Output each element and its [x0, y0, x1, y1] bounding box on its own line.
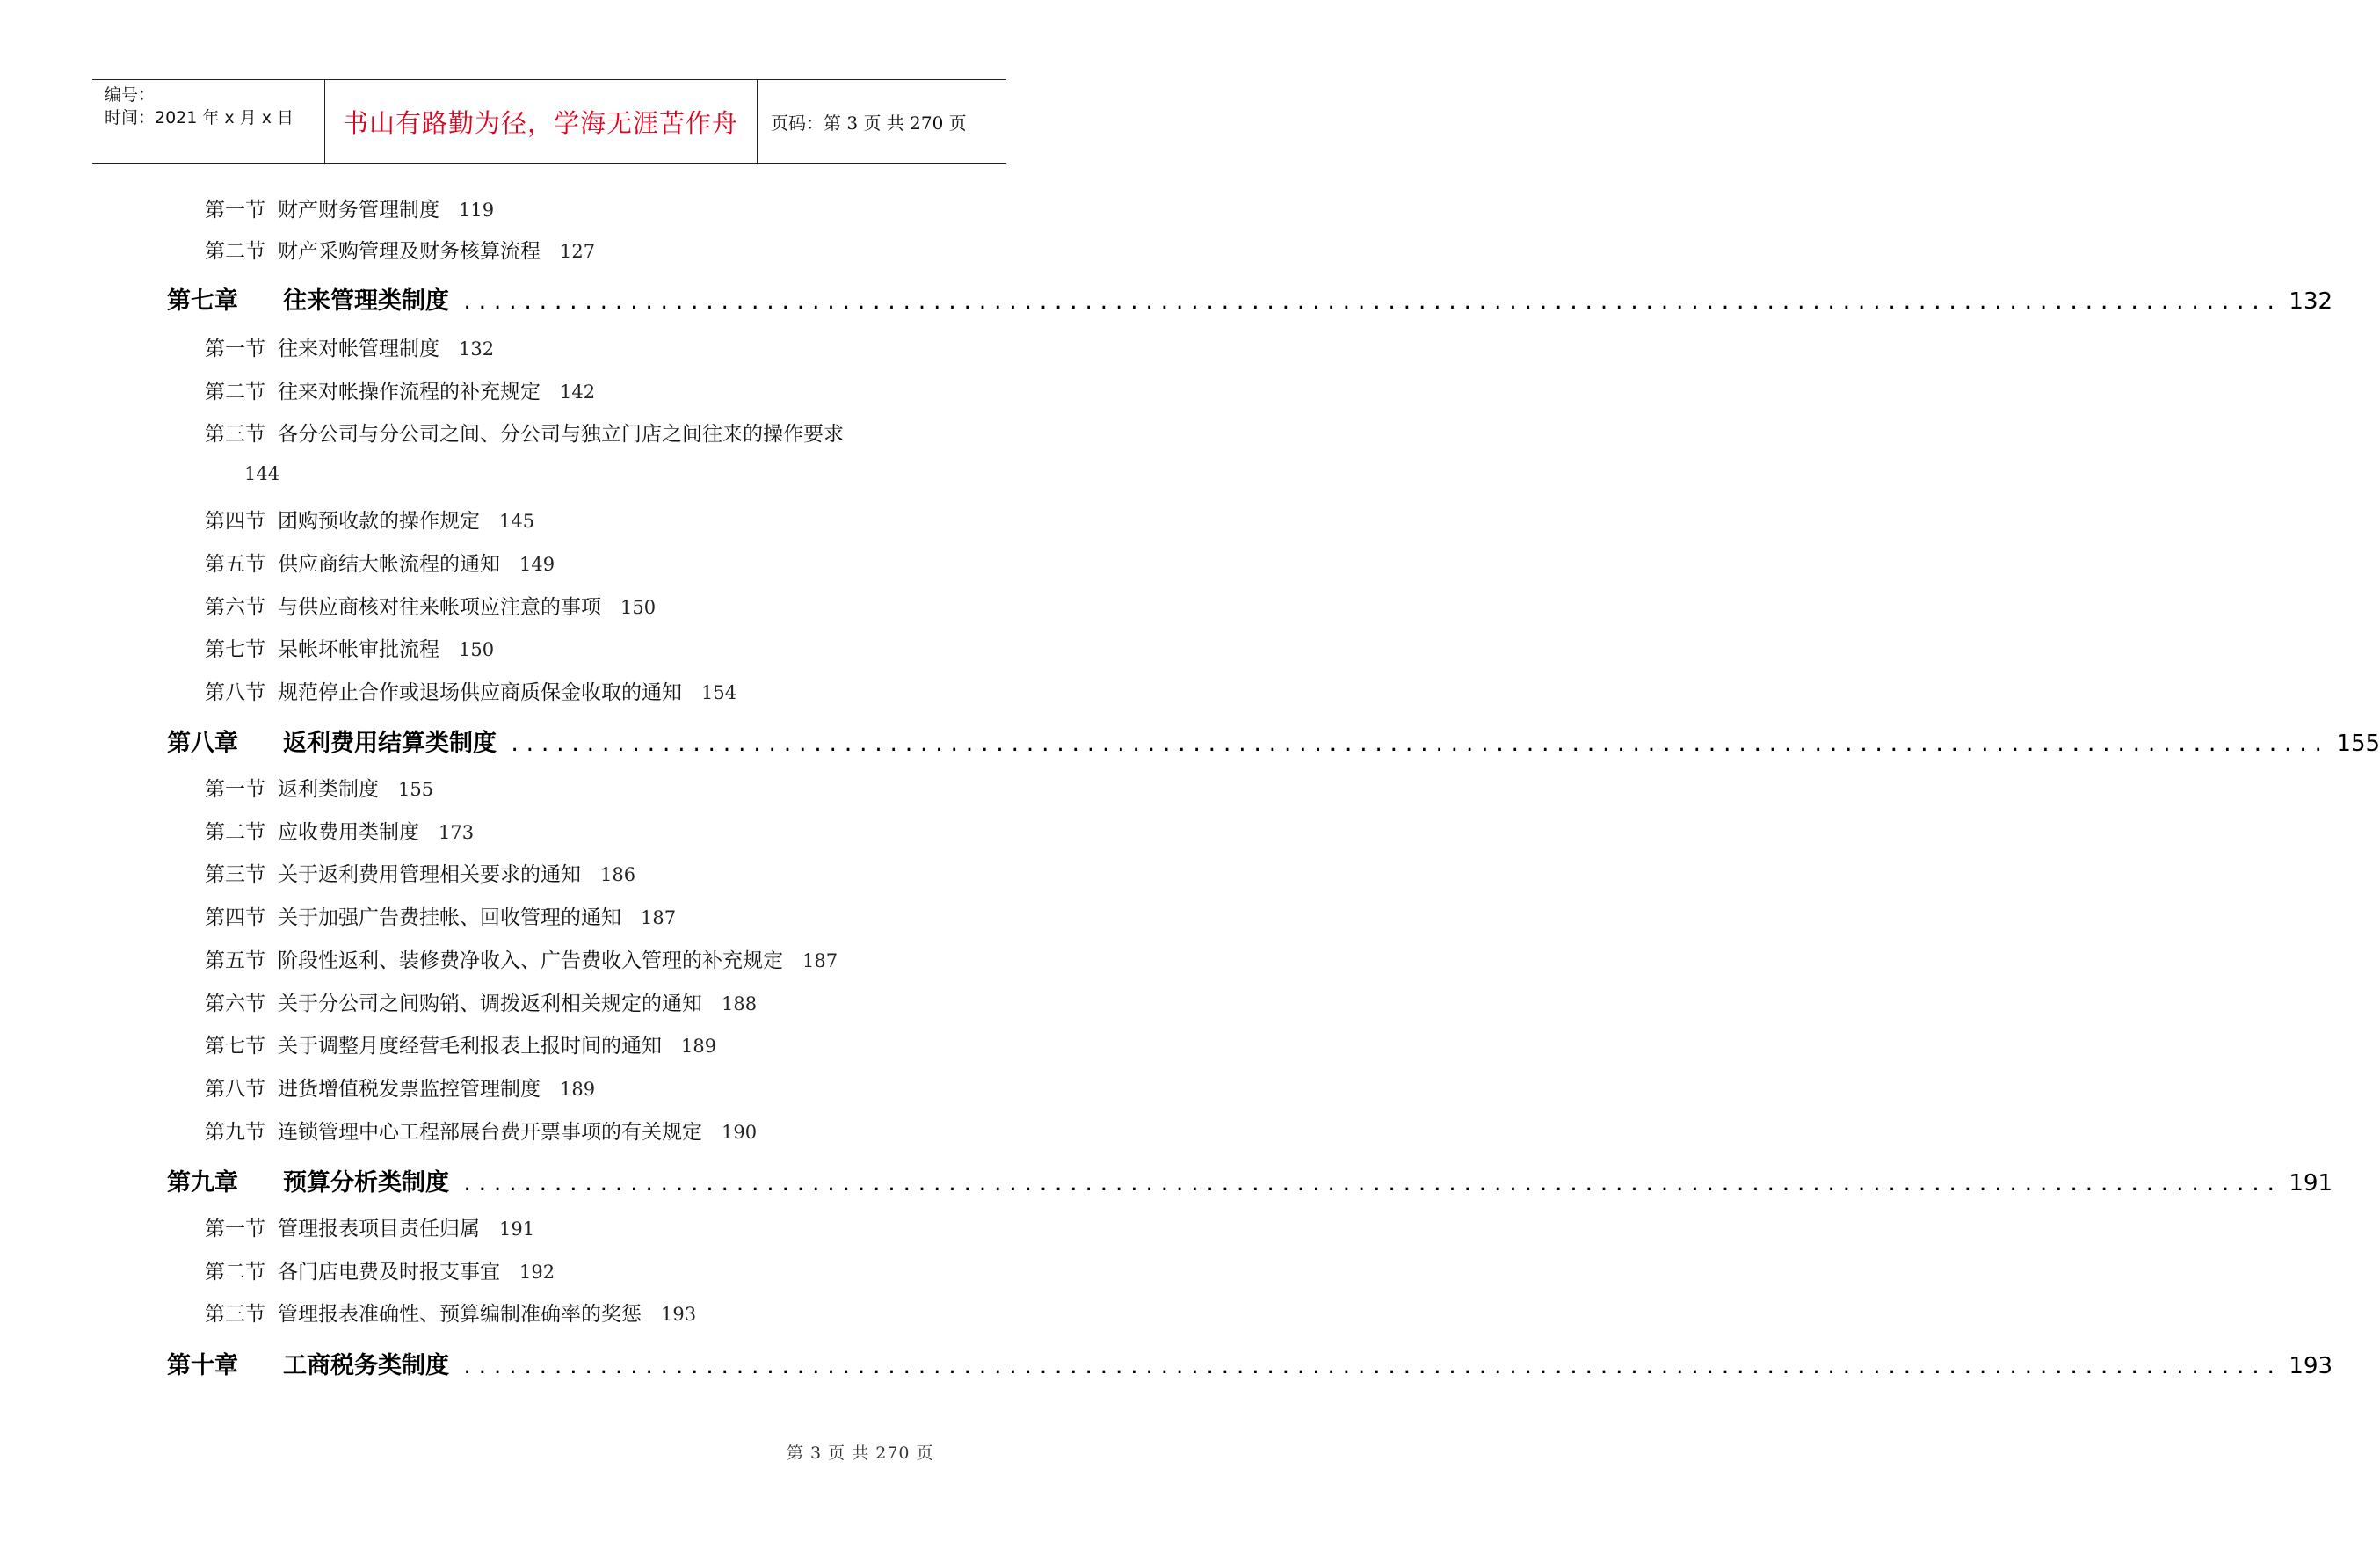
section-title: 往来对帐操作流程的补充规定	[278, 381, 541, 404]
toc-section-entry[interactable]	[205, 1255, 555, 1284]
section-title: 往来对帐管理制度	[278, 338, 439, 360]
section-page-number: 192	[519, 1262, 555, 1283]
toc-section-entry[interactable]	[205, 1029, 716, 1058]
leader-dots: ........................................................................................................................	[509, 734, 2328, 756]
section-title: 财产采购管理及财务核算流程	[278, 240, 541, 263]
section-page-number: 173	[439, 822, 475, 843]
section-number: 第一节	[205, 338, 265, 360]
section-page-number: 187	[802, 950, 838, 971]
section-title: 连锁管理中心工程部展台费开票事项的有关规定	[278, 1121, 702, 1144]
section-title: 关于返利费用管理相关要求的通知	[278, 863, 581, 886]
chapter-title: 往来管理类制度	[283, 287, 449, 315]
chapter-title: 预算分析类制度	[283, 1169, 449, 1197]
toc-section-entry[interactable]	[205, 901, 676, 930]
chapter-page-number: 191	[2289, 1170, 2333, 1197]
toc-section-page-continued: 144	[244, 463, 280, 484]
section-title: 管理报表准确性、预算编制准确率的奖惩	[278, 1303, 642, 1326]
toc-section-entry[interactable]	[205, 1073, 595, 1102]
section-number: 第三节	[205, 863, 265, 886]
section-number: 第九节	[205, 1121, 265, 1144]
section-number: 第三节	[205, 1303, 265, 1326]
toc-chapter-entry[interactable]	[167, 1163, 2333, 1197]
toc-section-entry[interactable]	[205, 1212, 534, 1241]
leader-dots: ........................................................................................................................	[461, 1174, 2281, 1196]
section-title: 关于调整月度经营毛利报表上报时间的通知	[278, 1035, 662, 1058]
section-number: 第八节	[205, 681, 265, 704]
section-page-number: 127	[560, 241, 596, 262]
section-number: 第四节	[205, 510, 265, 533]
section-number: 第二节	[205, 240, 265, 263]
toc-section-entry[interactable]	[205, 332, 494, 361]
section-page-number: 187	[641, 907, 677, 928]
chapter-title: 工商税务类制度	[283, 1352, 449, 1379]
toc-section-entry[interactable]	[205, 375, 595, 404]
toc-section-entry[interactable]	[205, 548, 555, 577]
section-number: 第一节	[205, 778, 265, 801]
section-number: 第三节	[205, 423, 265, 446]
section-number: 第六节	[205, 993, 265, 1015]
header-page-number: 页码：第 3 页 共 270 页	[771, 112, 967, 134]
chapter-page-number: 155	[2336, 731, 2380, 757]
chapter-number: 第十章	[167, 1352, 238, 1379]
section-title: 各分公司与分公司之间、分公司与独立门店之间往来的操作要求	[278, 423, 844, 446]
section-page-number: 193	[661, 1304, 697, 1325]
section-page-number: 190	[722, 1122, 758, 1143]
section-page-number: 189	[681, 1036, 717, 1057]
chapter-page-number: 193	[2289, 1353, 2333, 1379]
section-page-number: 132	[459, 338, 495, 360]
section-title: 供应商结大帐流程的通知	[278, 553, 500, 576]
section-title: 各门店电费及时报支事宜	[278, 1261, 500, 1284]
section-title: 阶段性返利、装修费净收入、广告费收入管理的补充规定	[278, 949, 783, 972]
section-number: 第四节	[205, 906, 265, 929]
section-page-number: 149	[519, 554, 555, 575]
toc-section-entry[interactable]	[205, 1116, 757, 1145]
section-page-number: 154	[701, 682, 737, 703]
section-page-number: 188	[722, 993, 758, 1015]
chapter-number: 第八章	[167, 730, 238, 757]
section-page-number: 142	[560, 382, 596, 403]
chapter-title: 返利费用结算类制度	[283, 730, 497, 757]
section-number: 第七节	[205, 638, 265, 661]
section-number: 第五节	[205, 553, 265, 576]
toc-chapter-entry[interactable]	[167, 724, 2380, 758]
section-title: 管理报表项目责任归属	[278, 1218, 480, 1240]
page-footer: 第 3 页 共 270 页	[787, 1444, 934, 1463]
toc-section-entry[interactable]	[205, 633, 494, 662]
section-title: 团购预收款的操作规定	[278, 510, 480, 533]
section-number: 第二节	[205, 381, 265, 404]
chapter-number: 第七章	[167, 287, 238, 315]
toc-chapter-entry[interactable]	[167, 1346, 2333, 1380]
toc-section-entry[interactable]	[205, 1298, 696, 1327]
section-title: 应收费用类制度	[278, 821, 419, 844]
document-number-label: 编号：	[105, 85, 156, 105]
section-page-number: 150	[620, 597, 657, 618]
section-title: 规范停止合作或退场供应商质保金收取的通知	[278, 681, 682, 704]
toc-section-entry[interactable]	[205, 944, 838, 973]
leader-dots: ........................................................................................................................	[461, 1357, 2281, 1378]
section-page-number: 186	[600, 864, 636, 885]
toc-section-entry[interactable]	[205, 193, 494, 222]
section-title: 财产财务管理制度	[278, 199, 439, 222]
toc-section-entry[interactable]	[205, 418, 844, 447]
header-motto: 书山有路勤为径，学海无涯苦作舟	[342, 107, 738, 138]
toc-section-entry[interactable]	[205, 676, 736, 705]
chapter-page-number: 132	[2289, 288, 2333, 315]
toc-section-entry[interactable]	[205, 505, 534, 534]
section-number: 第二节	[205, 821, 265, 844]
section-page-number: 145	[499, 511, 535, 532]
header-motto-cell	[324, 80, 758, 163]
section-page-number: 150	[459, 639, 495, 660]
header-info-cell	[92, 80, 325, 163]
toc-section-entry[interactable]	[205, 816, 474, 845]
toc-chapter-entry[interactable]	[167, 281, 2333, 316]
section-number: 第一节	[205, 199, 265, 222]
section-number: 第五节	[205, 949, 265, 972]
toc-section-entry[interactable]	[205, 773, 433, 802]
section-page-number: 191	[499, 1218, 535, 1240]
section-page-number: 155	[398, 779, 434, 800]
section-number: 第六节	[205, 596, 265, 619]
section-page-number: 189	[560, 1079, 596, 1100]
section-title: 与供应商核对往来帐项应注意的事项	[278, 596, 601, 619]
section-title: 关于加强广告费挂帐、回收管理的通知	[278, 906, 621, 929]
section-title: 返利类制度	[278, 778, 379, 801]
section-number: 第一节	[205, 1218, 265, 1240]
section-page-number: 119	[459, 200, 495, 221]
leader-dots: ........................................................................................................................	[461, 292, 2281, 314]
section-number: 第七节	[205, 1035, 265, 1058]
section-title: 进货增值税发票监控管理制度	[278, 1078, 541, 1101]
toc-section-entry[interactable]	[205, 987, 757, 1016]
section-number: 第二节	[205, 1261, 265, 1284]
toc-section-entry[interactable]	[205, 858, 635, 887]
chapter-number: 第九章	[167, 1169, 238, 1197]
document-header	[92, 79, 1006, 164]
document-time-label: 时间：2021 年 x 月 x 日	[105, 108, 294, 127]
toc-section-entry[interactable]	[205, 591, 656, 620]
section-number: 第八节	[205, 1078, 265, 1101]
section-title: 关于分公司之间购销、调拨返利相关规定的通知	[278, 993, 702, 1015]
section-title: 呆帐坏帐审批流程	[278, 638, 439, 661]
header-page-cell	[757, 80, 1006, 163]
toc-section-entry[interactable]	[205, 235, 595, 264]
